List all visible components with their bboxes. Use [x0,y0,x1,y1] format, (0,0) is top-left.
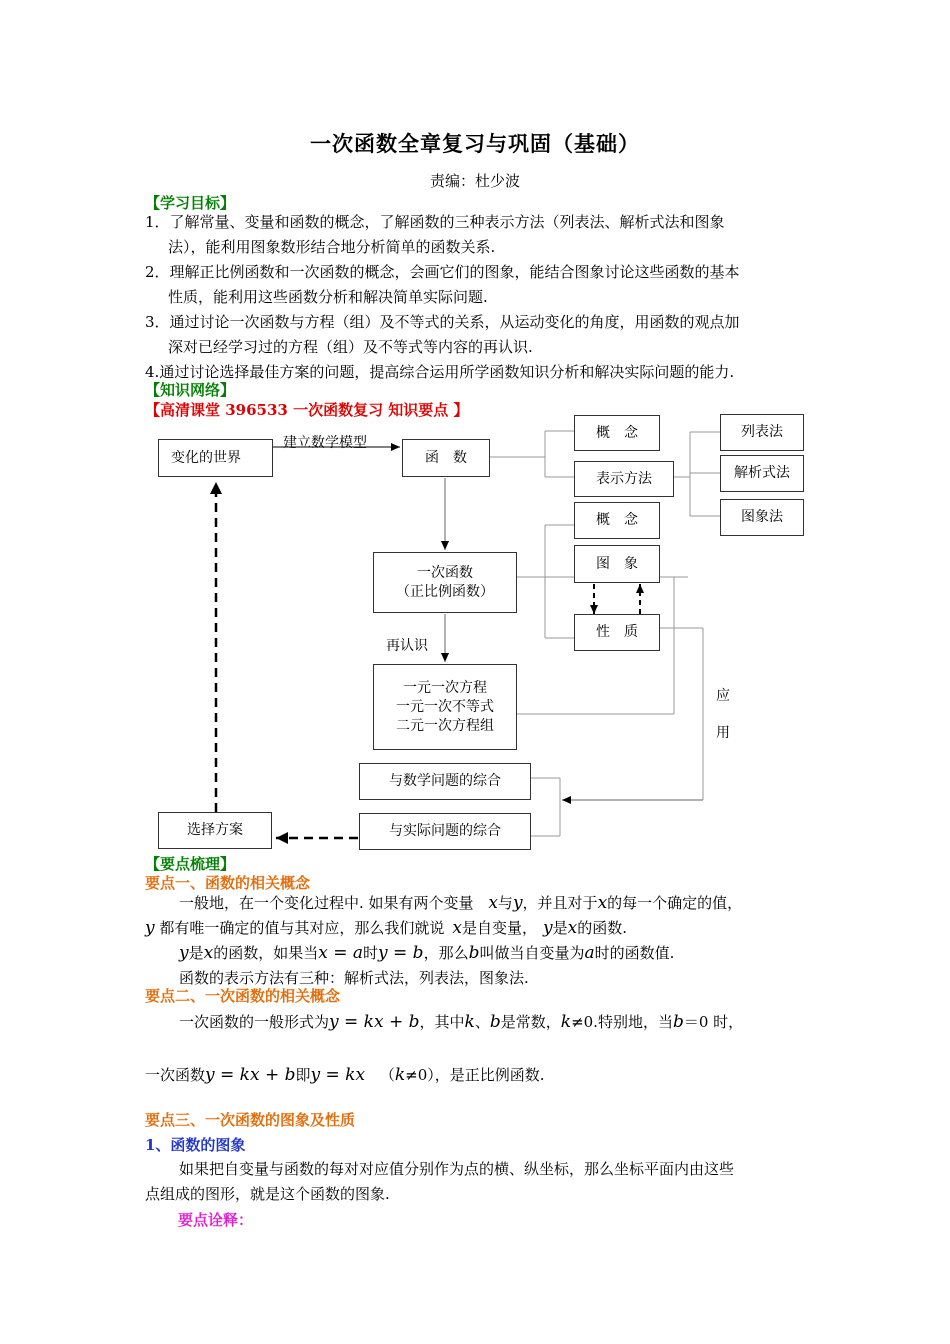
linear-function-box [373,552,517,613]
objective-text: 通过讨论选择最佳方案的问题，提高综合运用所学函数知识分析和解决实际问题的能力. [159,363,735,381]
representation-label: 表示方法 [596,470,652,487]
linear-equation-label: 一元一次方程 [403,679,487,696]
concept-label-1: 概 念 [596,424,638,441]
var-a: a [584,943,595,963]
point2-title: 要点二、一次函数的相关概念 [145,987,341,1005]
point1-line3: y是x的函数，如果当x = a时y = b，那么b叫做当自变量为a时的函数值. [179,943,675,963]
list-method-box [720,414,804,451]
analytic-method-box [720,455,804,492]
concept-label-2: 概 念 [596,512,638,528]
objective-text: 理解正比例函数和一次函数的概念，会画它们的图象，能结合图象讨论这些函数的基本 [169,263,740,281]
world-label: 变化的世界 [171,449,241,466]
var-y: y [543,918,553,938]
graph-method-box [720,499,804,536]
point3-line2: 点组成的图形，就是这个函数的图象. [145,1185,390,1203]
var-k: k [464,1012,475,1032]
author-line: 责编：杜少波 [429,172,520,190]
objective-number: 1． [145,213,170,231]
var-y: y [145,918,155,938]
var-x: x [567,918,578,938]
point1-line2: y 都有唯一确定的值与其对应，那么我们就说 x是自变量， y是x的函数. [145,918,628,938]
graph-box [574,545,660,583]
point1-title: 要点一、函数的相关概念 [145,874,311,892]
linear-inequality-label: 一元一次不等式 [396,698,494,715]
property-box [574,614,660,651]
point1-body [145,891,825,991]
comprehensive-bracket [530,778,560,836]
proportional-formula: y = kx [310,1065,366,1085]
model-label: 建立数学模型 [283,435,367,451]
points-header: 【要点梳理】 [145,855,236,873]
var-x: x [488,893,498,913]
objective-continuation: 法），能利用图象数形结合地分析简单的函数关系. [168,238,496,256]
apply-label-1: 应 [716,688,730,704]
real-problem-label: 与实际问题的综合 [389,823,501,839]
concept-box-2 [574,502,660,539]
proportional-function-label: （正比例函数） [396,583,494,600]
linear-bracket [517,525,574,638]
graph-method-label: 图象法 [741,509,783,525]
point1-line4: 函数的表示方法有三种：解析式法，列表法，图象法. [179,969,529,987]
world-box [158,439,273,477]
choose-box [158,812,272,849]
point3-title: 要点三、一次函数的图象及性质 [145,1111,356,1129]
function-box [402,439,490,477]
point3-body [145,1157,825,1207]
representation-box [574,461,674,497]
var-y: y [512,893,523,913]
var-x: x [597,893,608,913]
var-y: y [179,943,189,963]
math-problem-box [359,763,531,800]
objective-number: 4. [145,363,160,381]
function-label: 函 数 [425,449,467,466]
var-x: x [452,918,462,938]
point2-line1: 一次函数的一般形式为y = kx + b，其中k、b是常数，k≠0.特别地，当b＝0 时， [179,1012,744,1032]
point2-body [145,1010,825,1088]
analytic-method-label: 解析式法 [734,465,790,481]
real-problem-box [359,813,531,850]
graph-label: 图 象 [596,555,638,572]
function-bracket [490,431,574,477]
math-problem-label: 与数学问题的综合 [389,773,501,789]
var-b: b [672,1012,684,1032]
property-label: 性 质 [596,624,638,640]
var-k: k [394,1065,406,1085]
var-x: x [203,943,214,963]
objective-continuation: 性质，能利用这些函数分析和解决简单实际问题. [168,288,488,306]
objective-continuation: 深对已经学习过的方程（组）及不等式等内容的再认识. [168,338,533,356]
general-form-formula: y = kx + b [329,1012,420,1032]
representation-bracket [674,432,720,516]
list-method-label: 列表法 [741,424,783,440]
point3-line1: 如果把自变量与函数的每对对应值分别作为点的横、纵坐标，那么坐标平面内由这些 [179,1160,735,1178]
note-header: 要点诠释： [178,1211,254,1229]
equation-y-b: y = b [378,943,424,963]
point1-line1: 一般地，在一个变化过程中. 如果有两个变量 x与y，并且对于x的每一个确定的值， [179,893,743,913]
objective-number: 2． [145,263,170,281]
network-header: 【知识网络】 [145,381,236,399]
equation-x-a: x = a [318,943,364,963]
objectives-header: 【学习目标】 [145,194,236,212]
var-b: b [468,943,480,963]
general-form-formula: y = kx + b [205,1065,296,1085]
page-title: 一次函数全章复习与巩固（基础） [310,131,640,156]
equations-box [373,664,517,750]
recognize-label: 再认识 [386,638,428,654]
concept-box-1 [574,415,660,451]
choose-label: 选择方案 [187,822,243,838]
objective-number: 3． [145,313,170,331]
objective-text: 了解常量、变量和函数的概念，了解函数的三种表示方法（列表法、解析式法和图象 [169,213,725,231]
linear-function-label: 一次函数 [417,564,473,581]
apply-label-2: 用 [716,725,730,741]
equation-system-label: 二元一次方程组 [396,717,494,734]
var-k: k [560,1012,572,1032]
lecture-link[interactable]: 【高清课堂 396533 一次函数复习 知识要点 】 [145,401,469,419]
var-b: b [489,1012,501,1032]
point2-line2: 一次函数y = kx + b即y = kx （k≠0），是正比例函数. [145,1065,545,1085]
objective-text: 通过讨论一次函数与方程（组）及不等式的关系，从运动变化的角度，用函数的观点加 [169,313,740,331]
point3-sub1: 1、函数的图象 [145,1136,246,1154]
